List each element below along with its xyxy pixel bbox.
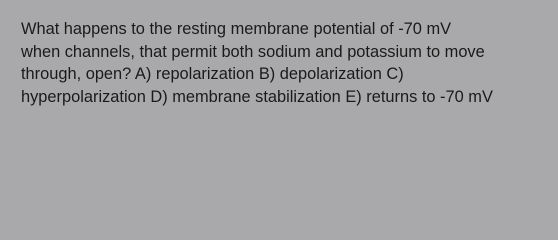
question-text [21,18,551,108]
question-line: What happens to the resting membrane potential of -70 mV [21,20,452,38]
question-line: when channels, that permit both sodium and potassium to move [21,42,485,61]
question-line: hyperpolarization D) membrane stabilization E) returns to -70 mV [21,87,493,106]
question-line: through, open? A) repolarization B) depolarization C) [21,65,404,83]
